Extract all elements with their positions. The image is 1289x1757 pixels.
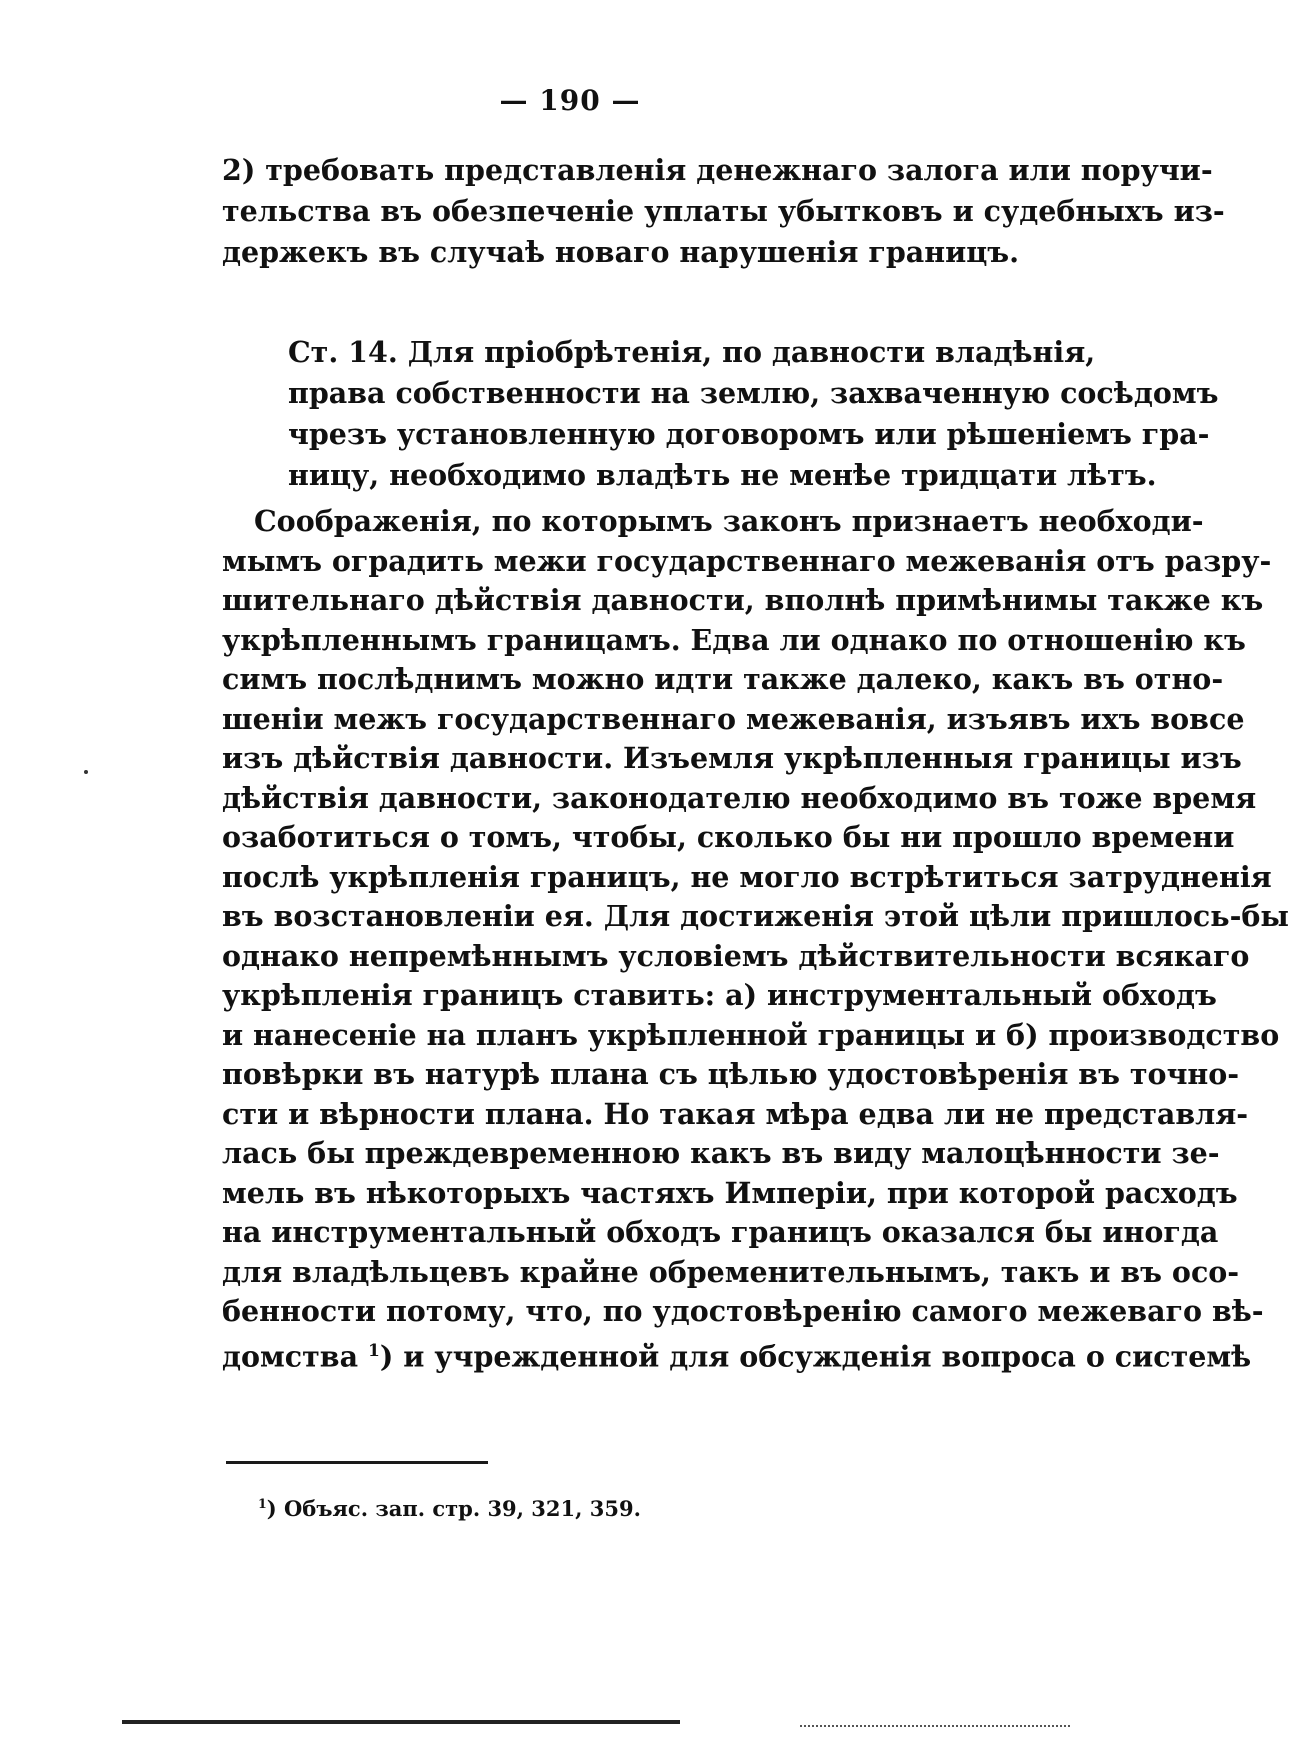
page-number: — 190 —	[499, 84, 641, 117]
article-14	[288, 332, 1219, 496]
commentary-paragraph	[222, 502, 1289, 1373]
scan-edge-line	[122, 1720, 680, 1724]
text-fragment: ) и учрежденной для обсужденія вопроса о системѣ	[379, 1339, 1252, 1373]
text-line: для владѣльцевъ крайне обременительнымъ, такъ и въ осо-	[222, 1254, 1240, 1289]
scan-edge-dots	[800, 1725, 1070, 1727]
text-line: и нанесеніе на планъ укрѣпленной границы и б) производство	[222, 1017, 1280, 1052]
scan-speck	[84, 770, 88, 774]
footnote-text: ) Объяс. зап. стр. 39, 321, 359.	[266, 1496, 641, 1521]
text-line: укрѣпленнымъ границамъ. Едва ли однако по отношенію къ	[222, 622, 1246, 657]
text-line: шеніи межъ государственнаго межеванія, изъявъ ихъ вовсе	[222, 701, 1245, 736]
footnote	[258, 1496, 641, 1521]
text-line: повѣрки въ натурѣ плана съ цѣлью удостовѣренія въ точно-	[222, 1057, 1240, 1091]
text-line: чрезъ установленную договоромъ или рѣшеніемъ гра-	[288, 417, 1210, 451]
text-line: права собственности на землю, захваченную сосѣдомъ	[288, 376, 1219, 410]
text-line: озаботиться о томъ, чтобы, сколько бы ни прошло времени	[222, 820, 1235, 854]
footnote-marker: 1	[258, 1496, 267, 1511]
footnote-divider	[226, 1461, 488, 1464]
article-first-line	[288, 332, 1096, 373]
text-line-with-note	[222, 1332, 1252, 1373]
article-heading: Ст. 14.	[288, 335, 398, 369]
text-line: шительнаго дѣйствія давности, вполнѣ примѣнимы также къ	[222, 583, 1264, 617]
text-fragment: домства	[222, 1339, 359, 1373]
text-line: бенности потому, что, по удостовѣренію самого межеваго вѣ-	[222, 1294, 1264, 1328]
paragraph-item-2	[222, 150, 1225, 273]
text-line: укрѣпленія границъ ставить: а) инструментальный обходъ	[222, 978, 1217, 1012]
text-line: на инструментальный обходъ границъ оказался бы иногда	[222, 1215, 1219, 1249]
text-line: мель въ нѣкоторыхъ частяхъ Имперіи, при которой расходъ	[222, 1175, 1238, 1210]
text-line: однако непремѣннымъ условіемъ дѣйствительности всякаго	[222, 938, 1250, 973]
text-line: ницу, необходимо владѣть не менѣе тридцати лѣтъ.	[288, 458, 1157, 492]
text-line: тельства въ обезпеченіе уплаты убытковъ и судебныхъ из-	[222, 194, 1225, 228]
text-line: дѣйствія давности, законодателю необходимо въ тоже время	[222, 780, 1257, 815]
footnote-reference[interactable]: 1	[367, 1340, 380, 1361]
text-line: симъ послѣднимъ можно идти также далеко, какъ въ отно-	[222, 662, 1224, 696]
text-line: лась бы преждевременною какъ въ виду малоцѣнности зе-	[222, 1136, 1220, 1170]
text-line: сти и вѣрности плана. Но такая мѣра едва ли не представля-	[222, 1096, 1249, 1131]
text-line: держекъ въ случаѣ новаго нарушенія границъ.	[222, 235, 1020, 269]
text-line: Соображенія, по которымъ законъ признаетъ необходи-	[254, 504, 1204, 538]
text-line: мымъ оградить межи государственнаго межеванія отъ разру-	[222, 543, 1272, 578]
text-line: послѣ укрѣпленія границъ, не могло встрѣтиться затрудненія	[222, 859, 1272, 894]
text-line: изъ дѣйствія давности. Изъемля укрѣпленныя границы изъ	[222, 741, 1242, 775]
text-line: Для пріобрѣтенія, по давности владѣнія,	[407, 335, 1096, 369]
text-line: 2) требовать представленія денежнаго залога или поручи-	[222, 153, 1213, 187]
text-line: въ возстановленіи ея. Для достиженія этой цѣли пришлось-бы	[222, 899, 1289, 933]
